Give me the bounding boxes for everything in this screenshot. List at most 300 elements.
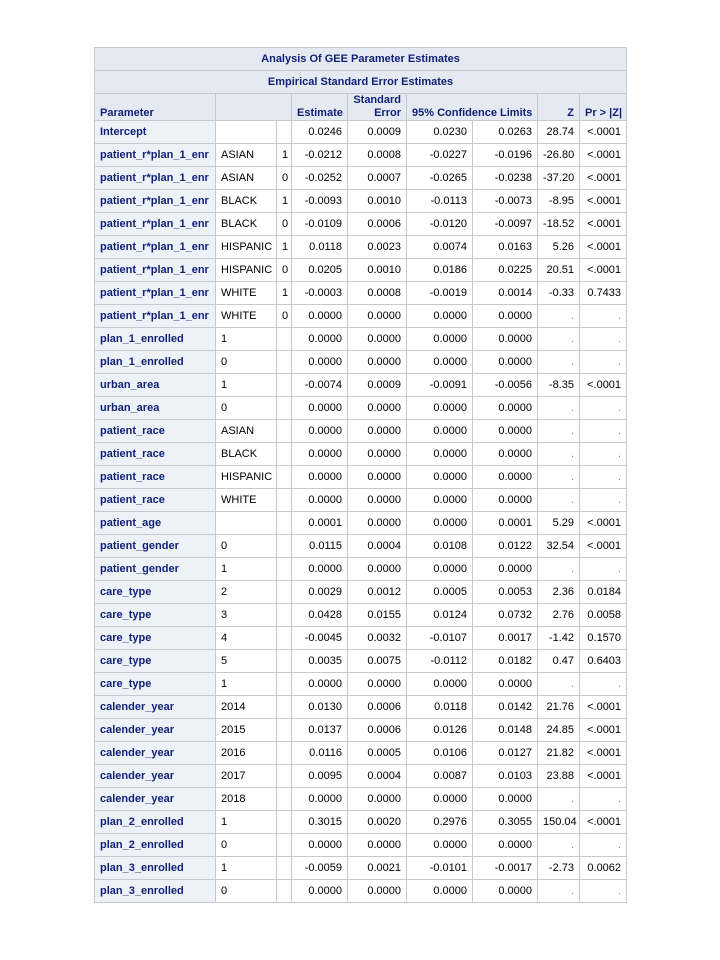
- table-row: [95, 374, 627, 397]
- cell-p-value: 0.0184: [580, 581, 627, 604]
- cell-lower-limit: 0.0000: [407, 466, 473, 489]
- cell-p-value: 0.1570: [580, 627, 627, 650]
- cell-parameter: patient_race: [95, 466, 216, 489]
- cell-upper-limit: 0.0000: [473, 466, 538, 489]
- table-row: [95, 236, 627, 259]
- cell-level-2: [277, 581, 292, 604]
- cell-standard-error: 0.0000: [348, 351, 407, 374]
- cell-z: .: [538, 673, 580, 696]
- cell-standard-error: 0.0021: [348, 857, 407, 880]
- cell-estimate: 0.0205: [292, 259, 348, 282]
- cell-standard-error: 0.0009: [348, 121, 407, 144]
- table-row: [95, 420, 627, 443]
- cell-lower-limit: 0.0000: [407, 788, 473, 811]
- cell-upper-limit: 0.0000: [473, 489, 538, 512]
- cell-standard-error: 0.0000: [348, 834, 407, 857]
- cell-level-1: 0: [216, 834, 277, 857]
- cell-standard-error: 0.0006: [348, 696, 407, 719]
- cell-level-1: 3: [216, 604, 277, 627]
- cell-estimate: 0.0118: [292, 236, 348, 259]
- cell-upper-limit: 0.0000: [473, 834, 538, 857]
- table-row: [95, 857, 627, 880]
- table-row: [95, 351, 627, 374]
- cell-lower-limit: 0.0087: [407, 765, 473, 788]
- table-row: [95, 719, 627, 742]
- cell-lower-limit: 0.0000: [407, 351, 473, 374]
- cell-level-1: 1: [216, 673, 277, 696]
- cell-level-1: [216, 512, 277, 535]
- cell-lower-limit: 0.0000: [407, 673, 473, 696]
- header-standard-error-line2: Error: [374, 107, 401, 119]
- cell-estimate: 0.0000: [292, 673, 348, 696]
- cell-z: .: [538, 328, 580, 351]
- cell-estimate: -0.0252: [292, 167, 348, 190]
- table-row: [95, 512, 627, 535]
- cell-p-value: <.0001: [580, 374, 627, 397]
- cell-estimate: -0.0045: [292, 627, 348, 650]
- cell-parameter: Intercept: [95, 121, 216, 144]
- cell-z: 2.76: [538, 604, 580, 627]
- cell-lower-limit: 0.0000: [407, 489, 473, 512]
- cell-level-1: 4: [216, 627, 277, 650]
- table-row: [95, 443, 627, 466]
- cell-level-2: [277, 535, 292, 558]
- cell-upper-limit: 0.0182: [473, 650, 538, 673]
- cell-z: 5.29: [538, 512, 580, 535]
- cell-z: -18.52: [538, 213, 580, 236]
- cell-level-2: [277, 811, 292, 834]
- header-p-value: Pr > |Z|: [580, 94, 627, 121]
- cell-standard-error: 0.0000: [348, 489, 407, 512]
- cell-level-1: 2016: [216, 742, 277, 765]
- table-row: [95, 167, 627, 190]
- table-row: [95, 213, 627, 236]
- cell-parameter: patient_r*plan_1_enr: [95, 282, 216, 305]
- cell-upper-limit: 0.0103: [473, 765, 538, 788]
- cell-standard-error: 0.0008: [348, 144, 407, 167]
- cell-level-2: 0: [277, 259, 292, 282]
- cell-parameter: care_type: [95, 627, 216, 650]
- cell-standard-error: 0.0008: [348, 282, 407, 305]
- cell-upper-limit: 0.0053: [473, 581, 538, 604]
- cell-p-value: 0.0058: [580, 604, 627, 627]
- table-row: [95, 558, 627, 581]
- cell-upper-limit: 0.0000: [473, 673, 538, 696]
- cell-parameter: plan_1_enrolled: [95, 328, 216, 351]
- cell-level-1: 1: [216, 328, 277, 351]
- cell-level-1: 0: [216, 880, 277, 903]
- cell-estimate: 0.0000: [292, 305, 348, 328]
- cell-estimate: 0.0137: [292, 719, 348, 742]
- cell-upper-limit: 0.0225: [473, 259, 538, 282]
- cell-p-value: <.0001: [580, 742, 627, 765]
- cell-p-value: 0.6403: [580, 650, 627, 673]
- cell-estimate: -0.0074: [292, 374, 348, 397]
- cell-estimate: -0.0003: [292, 282, 348, 305]
- cell-parameter: patient_gender: [95, 535, 216, 558]
- cell-upper-limit: 0.0122: [473, 535, 538, 558]
- cell-p-value: <.0001: [580, 535, 627, 558]
- cell-level-2: [277, 765, 292, 788]
- cell-p-value: .: [580, 305, 627, 328]
- cell-standard-error: 0.0009: [348, 374, 407, 397]
- table-row: [95, 696, 627, 719]
- cell-standard-error: 0.0006: [348, 719, 407, 742]
- cell-level-2: 1: [277, 236, 292, 259]
- cell-z: 24.85: [538, 719, 580, 742]
- cell-p-value: .: [580, 834, 627, 857]
- cell-parameter: patient_race: [95, 443, 216, 466]
- cell-upper-limit: 0.0017: [473, 627, 538, 650]
- cell-z: .: [538, 351, 580, 374]
- cell-z: 150.04: [538, 811, 580, 834]
- cell-z: .: [538, 788, 580, 811]
- cell-lower-limit: -0.0101: [407, 857, 473, 880]
- cell-standard-error: 0.0005: [348, 742, 407, 765]
- table-row: [95, 880, 627, 903]
- cell-level-2: [277, 857, 292, 880]
- cell-lower-limit: -0.0265: [407, 167, 473, 190]
- cell-lower-limit: 0.0000: [407, 558, 473, 581]
- cell-lower-limit: 0.0118: [407, 696, 473, 719]
- cell-lower-limit: 0.0106: [407, 742, 473, 765]
- cell-level-1: ASIAN: [216, 167, 277, 190]
- header-level: [216, 94, 292, 121]
- header-estimate: Estimate: [292, 94, 348, 121]
- cell-upper-limit: -0.0097: [473, 213, 538, 236]
- cell-parameter: plan_2_enrolled: [95, 811, 216, 834]
- cell-level-2: [277, 880, 292, 903]
- cell-level-1: 0: [216, 351, 277, 374]
- cell-level-2: [277, 604, 292, 627]
- cell-standard-error: 0.0032: [348, 627, 407, 650]
- cell-standard-error: 0.0000: [348, 397, 407, 420]
- cell-lower-limit: 0.0000: [407, 512, 473, 535]
- cell-estimate: 0.0000: [292, 351, 348, 374]
- cell-level-2: [277, 742, 292, 765]
- table-body: [95, 121, 627, 903]
- cell-p-value: .: [580, 489, 627, 512]
- cell-standard-error: 0.0020: [348, 811, 407, 834]
- cell-level-2: [277, 512, 292, 535]
- cell-upper-limit: -0.0196: [473, 144, 538, 167]
- cell-upper-limit: 0.3055: [473, 811, 538, 834]
- cell-estimate: -0.0212: [292, 144, 348, 167]
- cell-upper-limit: 0.0000: [473, 397, 538, 420]
- cell-standard-error: 0.0000: [348, 420, 407, 443]
- cell-z: -2.73: [538, 857, 580, 880]
- table-row: [95, 535, 627, 558]
- cell-parameter: calender_year: [95, 719, 216, 742]
- cell-standard-error: 0.0000: [348, 673, 407, 696]
- cell-level-1: 1: [216, 374, 277, 397]
- gee-estimates-table-container: [94, 47, 627, 903]
- cell-upper-limit: 0.0127: [473, 742, 538, 765]
- cell-z: 5.26: [538, 236, 580, 259]
- cell-z: 21.76: [538, 696, 580, 719]
- cell-estimate: -0.0109: [292, 213, 348, 236]
- cell-parameter: patient_gender: [95, 558, 216, 581]
- cell-standard-error: 0.0000: [348, 328, 407, 351]
- header-standard-error-line1: Standard: [353, 94, 401, 106]
- cell-p-value: .: [580, 351, 627, 374]
- cell-p-value: .: [580, 466, 627, 489]
- cell-parameter: patient_r*plan_1_enr: [95, 213, 216, 236]
- cell-standard-error: 0.0000: [348, 558, 407, 581]
- cell-p-value: .: [580, 420, 627, 443]
- cell-level-1: HISPANIC: [216, 259, 277, 282]
- cell-level-1: HISPANIC: [216, 236, 277, 259]
- cell-level-1: [216, 121, 277, 144]
- cell-parameter: urban_area: [95, 374, 216, 397]
- cell-lower-limit: 0.0000: [407, 443, 473, 466]
- cell-level-1: WHITE: [216, 282, 277, 305]
- table-row: [95, 259, 627, 282]
- cell-estimate: 0.0001: [292, 512, 348, 535]
- cell-lower-limit: 0.0000: [407, 420, 473, 443]
- cell-estimate: 0.3015: [292, 811, 348, 834]
- cell-level-1: 2014: [216, 696, 277, 719]
- cell-parameter: care_type: [95, 581, 216, 604]
- cell-p-value: <.0001: [580, 765, 627, 788]
- cell-p-value: <.0001: [580, 259, 627, 282]
- cell-estimate: -0.0059: [292, 857, 348, 880]
- cell-standard-error: 0.0075: [348, 650, 407, 673]
- table-row: [95, 811, 627, 834]
- cell-estimate: 0.0000: [292, 328, 348, 351]
- cell-level-1: 2: [216, 581, 277, 604]
- cell-standard-error: 0.0012: [348, 581, 407, 604]
- cell-standard-error: 0.0000: [348, 466, 407, 489]
- cell-standard-error: 0.0000: [348, 788, 407, 811]
- cell-lower-limit: 0.0000: [407, 880, 473, 903]
- cell-level-2: [277, 328, 292, 351]
- cell-standard-error: 0.0010: [348, 190, 407, 213]
- cell-parameter: patient_race: [95, 489, 216, 512]
- cell-upper-limit: 0.0000: [473, 328, 538, 351]
- cell-p-value: <.0001: [580, 190, 627, 213]
- cell-level-1: 2015: [216, 719, 277, 742]
- cell-level-2: [277, 397, 292, 420]
- cell-level-1: WHITE: [216, 489, 277, 512]
- gee-estimates-table: [94, 47, 627, 903]
- cell-parameter: calender_year: [95, 765, 216, 788]
- cell-level-2: [277, 374, 292, 397]
- cell-z: -1.42: [538, 627, 580, 650]
- cell-lower-limit: -0.0113: [407, 190, 473, 213]
- cell-level-1: 1: [216, 857, 277, 880]
- cell-standard-error: 0.0004: [348, 765, 407, 788]
- cell-estimate: 0.0000: [292, 397, 348, 420]
- cell-upper-limit: 0.0000: [473, 788, 538, 811]
- header-z: Z: [538, 94, 580, 121]
- header-parameter: Parameter: [95, 94, 216, 121]
- cell-upper-limit: 0.0000: [473, 305, 538, 328]
- table-row: [95, 765, 627, 788]
- cell-level-1: BLACK: [216, 190, 277, 213]
- cell-z: 20.51: [538, 259, 580, 282]
- cell-p-value: <.0001: [580, 213, 627, 236]
- cell-upper-limit: 0.0000: [473, 351, 538, 374]
- cell-lower-limit: 0.0124: [407, 604, 473, 627]
- cell-level-2: [277, 489, 292, 512]
- cell-p-value: .: [580, 788, 627, 811]
- cell-upper-limit: 0.0163: [473, 236, 538, 259]
- cell-lower-limit: 0.0000: [407, 834, 473, 857]
- cell-upper-limit: 0.0000: [473, 558, 538, 581]
- cell-z: -8.95: [538, 190, 580, 213]
- cell-z: .: [538, 420, 580, 443]
- cell-p-value: <.0001: [580, 811, 627, 834]
- cell-parameter: care_type: [95, 604, 216, 627]
- cell-z: 21.82: [538, 742, 580, 765]
- table-row: [95, 650, 627, 673]
- cell-parameter: patient_r*plan_1_enr: [95, 236, 216, 259]
- cell-upper-limit: 0.0142: [473, 696, 538, 719]
- cell-p-value: .: [580, 558, 627, 581]
- cell-z: .: [538, 305, 580, 328]
- header-confidence-limits: 95% Confidence Limits: [407, 94, 538, 121]
- cell-z: 28.74: [538, 121, 580, 144]
- cell-level-1: ASIAN: [216, 144, 277, 167]
- cell-upper-limit: -0.0056: [473, 374, 538, 397]
- cell-parameter: urban_area: [95, 397, 216, 420]
- cell-level-2: [277, 558, 292, 581]
- table-row: [95, 834, 627, 857]
- cell-upper-limit: 0.0000: [473, 443, 538, 466]
- cell-z: .: [538, 397, 580, 420]
- cell-level-2: [277, 121, 292, 144]
- cell-parameter: patient_r*plan_1_enr: [95, 144, 216, 167]
- cell-level-1: BLACK: [216, 213, 277, 236]
- table-row: [95, 282, 627, 305]
- cell-estimate: 0.0000: [292, 834, 348, 857]
- cell-parameter: plan_3_enrolled: [95, 880, 216, 903]
- cell-standard-error: 0.0007: [348, 167, 407, 190]
- cell-standard-error: 0.0155: [348, 604, 407, 627]
- cell-estimate: 0.0000: [292, 443, 348, 466]
- cell-z: 2.36: [538, 581, 580, 604]
- cell-level-1: 0: [216, 397, 277, 420]
- cell-level-2: 0: [277, 213, 292, 236]
- cell-estimate: 0.0035: [292, 650, 348, 673]
- cell-estimate: 0.0116: [292, 742, 348, 765]
- cell-level-1: 5: [216, 650, 277, 673]
- cell-level-2: [277, 650, 292, 673]
- cell-level-2: 0: [277, 305, 292, 328]
- cell-standard-error: 0.0000: [348, 305, 407, 328]
- cell-z: -8.35: [538, 374, 580, 397]
- cell-level-2: [277, 627, 292, 650]
- table-row: [95, 788, 627, 811]
- cell-p-value: .: [580, 397, 627, 420]
- cell-lower-limit: 0.0005: [407, 581, 473, 604]
- cell-estimate: 0.0000: [292, 466, 348, 489]
- cell-z: .: [538, 834, 580, 857]
- cell-p-value: .: [580, 880, 627, 903]
- table-row: [95, 305, 627, 328]
- cell-level-2: [277, 420, 292, 443]
- cell-p-value: .: [580, 328, 627, 351]
- cell-parameter: patient_r*plan_1_enr: [95, 190, 216, 213]
- cell-p-value: <.0001: [580, 144, 627, 167]
- cell-p-value: <.0001: [580, 512, 627, 535]
- cell-level-2: [277, 673, 292, 696]
- cell-lower-limit: 0.2976: [407, 811, 473, 834]
- cell-standard-error: 0.0006: [348, 213, 407, 236]
- cell-parameter: calender_year: [95, 696, 216, 719]
- cell-level-2: 1: [277, 190, 292, 213]
- cell-p-value: 0.0062: [580, 857, 627, 880]
- table-row: [95, 121, 627, 144]
- table-row: [95, 397, 627, 420]
- table-row: [95, 466, 627, 489]
- cell-parameter: plan_3_enrolled: [95, 857, 216, 880]
- table-row: [95, 581, 627, 604]
- cell-p-value: <.0001: [580, 236, 627, 259]
- cell-z: -37.20: [538, 167, 580, 190]
- cell-estimate: 0.0000: [292, 489, 348, 512]
- cell-z: 23.88: [538, 765, 580, 788]
- cell-p-value: <.0001: [580, 719, 627, 742]
- cell-level-2: 1: [277, 144, 292, 167]
- cell-p-value: <.0001: [580, 121, 627, 144]
- cell-standard-error: 0.0004: [348, 535, 407, 558]
- cell-parameter: patient_r*plan_1_enr: [95, 259, 216, 282]
- cell-level-1: BLACK: [216, 443, 277, 466]
- cell-level-2: [277, 351, 292, 374]
- cell-level-2: [277, 719, 292, 742]
- table-row: [95, 673, 627, 696]
- cell-lower-limit: -0.0112: [407, 650, 473, 673]
- cell-level-1: HISPANIC: [216, 466, 277, 489]
- cell-standard-error: 0.0000: [348, 880, 407, 903]
- cell-upper-limit: 0.0263: [473, 121, 538, 144]
- cell-estimate: 0.0000: [292, 880, 348, 903]
- cell-parameter: patient_r*plan_1_enr: [95, 167, 216, 190]
- cell-lower-limit: 0.0074: [407, 236, 473, 259]
- cell-lower-limit: 0.0000: [407, 397, 473, 420]
- cell-level-1: 1: [216, 811, 277, 834]
- cell-level-1: 0: [216, 535, 277, 558]
- cell-parameter: patient_r*plan_1_enr: [95, 305, 216, 328]
- cell-lower-limit: -0.0019: [407, 282, 473, 305]
- cell-upper-limit: -0.0017: [473, 857, 538, 880]
- cell-lower-limit: -0.0107: [407, 627, 473, 650]
- table-row: [95, 604, 627, 627]
- cell-estimate: -0.0093: [292, 190, 348, 213]
- cell-lower-limit: 0.0000: [407, 328, 473, 351]
- table-subtitle: Empirical Standard Error Estimates: [95, 71, 627, 94]
- table-row: [95, 328, 627, 351]
- cell-standard-error: 0.0000: [348, 512, 407, 535]
- cell-lower-limit: -0.0227: [407, 144, 473, 167]
- cell-parameter: patient_race: [95, 420, 216, 443]
- cell-estimate: 0.0095: [292, 765, 348, 788]
- cell-estimate: 0.0130: [292, 696, 348, 719]
- cell-level-2: [277, 466, 292, 489]
- cell-z: .: [538, 489, 580, 512]
- table-title: Analysis Of GEE Parameter Estimates: [95, 48, 627, 71]
- cell-lower-limit: 0.0108: [407, 535, 473, 558]
- cell-standard-error: 0.0000: [348, 443, 407, 466]
- cell-z: -26.80: [538, 144, 580, 167]
- cell-p-value: <.0001: [580, 167, 627, 190]
- cell-z: 32.54: [538, 535, 580, 558]
- cell-lower-limit: -0.0120: [407, 213, 473, 236]
- cell-upper-limit: 0.0000: [473, 420, 538, 443]
- cell-estimate: 0.0000: [292, 558, 348, 581]
